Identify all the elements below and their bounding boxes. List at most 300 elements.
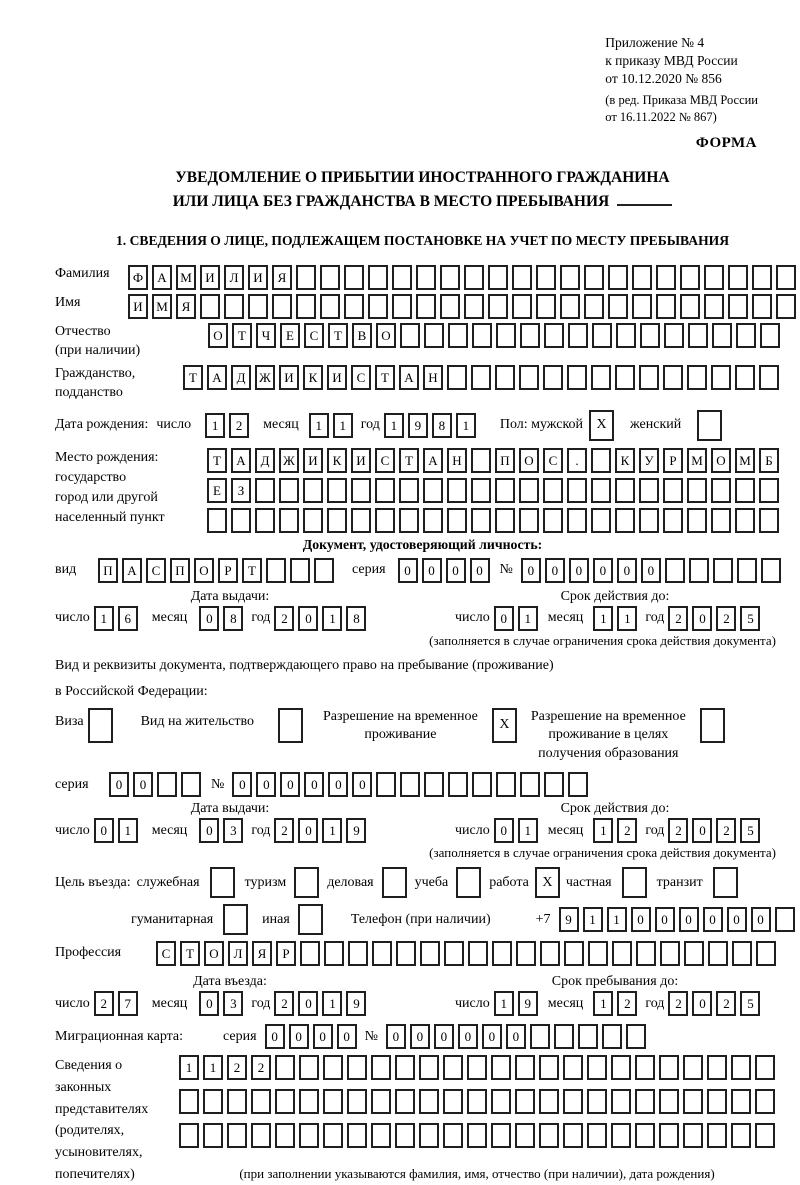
- char-cell[interactable]: М: [687, 448, 707, 473]
- char-cell[interactable]: .: [567, 448, 587, 473]
- char-cell[interactable]: 0: [352, 772, 372, 797]
- char-cell[interactable]: С: [543, 448, 563, 473]
- char-cell[interactable]: [399, 508, 419, 533]
- char-cell[interactable]: 7: [118, 991, 138, 1016]
- char-cell[interactable]: Я: [272, 265, 292, 290]
- char-cell[interactable]: [251, 1089, 271, 1114]
- char-cell[interactable]: Н: [447, 448, 467, 473]
- char-cell[interactable]: [400, 323, 420, 348]
- char-cell[interactable]: [680, 294, 700, 319]
- char-cell[interactable]: 2: [251, 1055, 271, 1080]
- char-cell[interactable]: [536, 294, 556, 319]
- char-cell[interactable]: Т: [375, 365, 395, 390]
- char-cell[interactable]: [732, 941, 752, 966]
- char-cell[interactable]: [736, 323, 756, 348]
- char-cell[interactable]: [443, 1123, 463, 1148]
- char-cell[interactable]: [495, 508, 515, 533]
- char-cell[interactable]: [760, 323, 780, 348]
- char-cell[interactable]: 0: [593, 558, 613, 583]
- char-cell[interactable]: В: [352, 323, 372, 348]
- char-cell[interactable]: [635, 1123, 655, 1148]
- char-cell[interactable]: 0: [631, 907, 651, 932]
- char-cell[interactable]: 0: [280, 772, 300, 797]
- char-cell[interactable]: [368, 294, 388, 319]
- char-cell[interactable]: 1: [333, 413, 353, 438]
- char-cell[interactable]: И: [351, 448, 371, 473]
- char-cell[interactable]: 8: [432, 413, 452, 438]
- char-cell[interactable]: [611, 1055, 631, 1080]
- char-cell[interactable]: [563, 1123, 583, 1148]
- char-cell[interactable]: [713, 558, 733, 583]
- char-cell[interactable]: И: [327, 365, 347, 390]
- char-cell[interactable]: [203, 1123, 223, 1148]
- char-cell[interactable]: 0: [94, 818, 114, 843]
- char-cell[interactable]: [735, 478, 755, 503]
- char-cell[interactable]: 0: [232, 772, 252, 797]
- char-cell[interactable]: 6: [118, 606, 138, 631]
- char-cell[interactable]: [444, 941, 464, 966]
- char-cell[interactable]: 2: [227, 1055, 247, 1080]
- char-cell[interactable]: Ф: [128, 265, 148, 290]
- char-cell[interactable]: А: [231, 448, 251, 473]
- char-cell[interactable]: 0: [545, 558, 565, 583]
- char-cell[interactable]: А: [423, 448, 443, 473]
- char-cell[interactable]: [660, 941, 680, 966]
- char-cell[interactable]: [635, 1089, 655, 1114]
- char-cell[interactable]: [756, 941, 776, 966]
- char-cell[interactable]: 5: [740, 818, 760, 843]
- char-cell[interactable]: [602, 1024, 622, 1049]
- char-cell[interactable]: [626, 1024, 646, 1049]
- char-cell[interactable]: [200, 294, 220, 319]
- temp-residence-checkbox[interactable]: X: [492, 708, 517, 743]
- char-cell[interactable]: [704, 294, 724, 319]
- char-cell[interactable]: [372, 941, 392, 966]
- char-cell[interactable]: [659, 1089, 679, 1114]
- char-cell[interactable]: Т: [180, 941, 200, 966]
- char-cell[interactable]: 0: [298, 818, 318, 843]
- purpose-official-checkbox[interactable]: [210, 867, 235, 898]
- char-cell[interactable]: 0: [569, 558, 589, 583]
- char-cell[interactable]: [396, 941, 416, 966]
- char-cell[interactable]: Т: [242, 558, 262, 583]
- char-cell[interactable]: [323, 1123, 343, 1148]
- char-cell[interactable]: У: [639, 448, 659, 473]
- purpose-business-checkbox[interactable]: [382, 867, 407, 898]
- char-cell[interactable]: [752, 265, 772, 290]
- char-cell[interactable]: 0: [482, 1024, 502, 1049]
- char-cell[interactable]: [419, 1123, 439, 1148]
- char-cell[interactable]: [776, 265, 796, 290]
- char-cell[interactable]: [423, 508, 443, 533]
- char-cell[interactable]: [639, 478, 659, 503]
- char-cell[interactable]: М: [176, 265, 196, 290]
- char-cell[interactable]: 0: [109, 772, 129, 797]
- char-cell[interactable]: [327, 478, 347, 503]
- char-cell[interactable]: 0: [692, 818, 712, 843]
- char-cell[interactable]: С: [156, 941, 176, 966]
- char-cell[interactable]: 0: [751, 907, 771, 932]
- purpose-private-checkbox[interactable]: [622, 867, 647, 898]
- char-cell[interactable]: [179, 1089, 199, 1114]
- char-cell[interactable]: 2: [716, 818, 736, 843]
- char-cell[interactable]: 9: [346, 991, 366, 1016]
- char-cell[interactable]: [759, 508, 779, 533]
- char-cell[interactable]: 0: [313, 1024, 333, 1049]
- char-cell[interactable]: [347, 1123, 367, 1148]
- char-cell[interactable]: 5: [740, 606, 760, 631]
- char-cell[interactable]: 0: [410, 1024, 430, 1049]
- char-cell[interactable]: [255, 508, 275, 533]
- char-cell[interactable]: [659, 1055, 679, 1080]
- char-cell[interactable]: Т: [207, 448, 227, 473]
- char-cell[interactable]: И: [303, 448, 323, 473]
- purpose-tourism-checkbox[interactable]: [294, 867, 319, 898]
- char-cell[interactable]: 1: [94, 606, 114, 631]
- char-cell[interactable]: [587, 1123, 607, 1148]
- char-cell[interactable]: К: [327, 448, 347, 473]
- char-cell[interactable]: Я: [176, 294, 196, 319]
- char-cell[interactable]: Т: [399, 448, 419, 473]
- char-cell[interactable]: [448, 323, 468, 348]
- char-cell[interactable]: [560, 265, 580, 290]
- char-cell[interactable]: [616, 323, 636, 348]
- char-cell[interactable]: [467, 1123, 487, 1148]
- char-cell[interactable]: [683, 1089, 703, 1114]
- char-cell[interactable]: [392, 294, 412, 319]
- char-cell[interactable]: [554, 1024, 574, 1049]
- char-cell[interactable]: [447, 365, 467, 390]
- char-cell[interactable]: 1: [118, 818, 138, 843]
- char-cell[interactable]: [683, 1055, 703, 1080]
- char-cell[interactable]: [324, 941, 344, 966]
- char-cell[interactable]: [347, 1055, 367, 1080]
- char-cell[interactable]: [464, 265, 484, 290]
- char-cell[interactable]: [181, 772, 201, 797]
- char-cell[interactable]: [448, 772, 468, 797]
- char-cell[interactable]: [636, 941, 656, 966]
- char-cell[interactable]: [588, 941, 608, 966]
- char-cell[interactable]: [519, 508, 539, 533]
- residence-permit-checkbox[interactable]: [278, 708, 303, 743]
- char-cell[interactable]: [395, 1123, 415, 1148]
- char-cell[interactable]: [492, 941, 512, 966]
- char-cell[interactable]: А: [207, 365, 227, 390]
- char-cell[interactable]: [543, 365, 563, 390]
- char-cell[interactable]: [755, 1089, 775, 1114]
- char-cell[interactable]: [420, 941, 440, 966]
- char-cell[interactable]: 1: [593, 818, 613, 843]
- char-cell[interactable]: [368, 265, 388, 290]
- char-cell[interactable]: [539, 1055, 559, 1080]
- char-cell[interactable]: Т: [232, 323, 252, 348]
- char-cell[interactable]: 0: [641, 558, 661, 583]
- char-cell[interactable]: 1: [607, 907, 627, 932]
- char-cell[interactable]: [608, 294, 628, 319]
- char-cell[interactable]: 0: [386, 1024, 406, 1049]
- char-cell[interactable]: 9: [518, 991, 538, 1016]
- char-cell[interactable]: [711, 508, 731, 533]
- char-cell[interactable]: [635, 1055, 655, 1080]
- char-cell[interactable]: К: [303, 365, 323, 390]
- char-cell[interactable]: [584, 265, 604, 290]
- char-cell[interactable]: [615, 478, 635, 503]
- char-cell[interactable]: 1: [593, 606, 613, 631]
- char-cell[interactable]: [279, 478, 299, 503]
- char-cell[interactable]: [611, 1123, 631, 1148]
- char-cell[interactable]: З: [231, 478, 251, 503]
- char-cell[interactable]: [759, 478, 779, 503]
- char-cell[interactable]: [464, 294, 484, 319]
- char-cell[interactable]: [755, 1055, 775, 1080]
- char-cell[interactable]: Ч: [256, 323, 276, 348]
- char-cell[interactable]: 0: [655, 907, 675, 932]
- char-cell[interactable]: Р: [276, 941, 296, 966]
- char-cell[interactable]: 0: [304, 772, 324, 797]
- char-cell[interactable]: 0: [703, 907, 723, 932]
- char-cell[interactable]: [664, 323, 684, 348]
- char-cell[interactable]: [632, 265, 652, 290]
- char-cell[interactable]: О: [376, 323, 396, 348]
- char-cell[interactable]: [519, 478, 539, 503]
- char-cell[interactable]: А: [399, 365, 419, 390]
- char-cell[interactable]: [299, 1055, 319, 1080]
- char-cell[interactable]: 0: [199, 818, 219, 843]
- char-cell[interactable]: 8: [346, 606, 366, 631]
- char-cell[interactable]: О: [208, 323, 228, 348]
- char-cell[interactable]: [399, 478, 419, 503]
- char-cell[interactable]: [419, 1089, 439, 1114]
- purpose-humanitarian-checkbox[interactable]: [223, 904, 248, 935]
- char-cell[interactable]: [515, 1123, 535, 1148]
- char-cell[interactable]: 0: [446, 558, 466, 583]
- char-cell[interactable]: [491, 1055, 511, 1080]
- char-cell[interactable]: 1: [322, 818, 342, 843]
- char-cell[interactable]: [266, 558, 286, 583]
- char-cell[interactable]: [400, 772, 420, 797]
- char-cell[interactable]: П: [495, 448, 515, 473]
- char-cell[interactable]: 1: [203, 1055, 223, 1080]
- char-cell[interactable]: [496, 772, 516, 797]
- char-cell[interactable]: [656, 265, 676, 290]
- char-cell[interactable]: 1: [384, 413, 404, 438]
- char-cell[interactable]: 5: [740, 991, 760, 1016]
- char-cell[interactable]: [611, 1089, 631, 1114]
- char-cell[interactable]: 1: [179, 1055, 199, 1080]
- char-cell[interactable]: [488, 294, 508, 319]
- visa-checkbox[interactable]: [88, 708, 113, 743]
- char-cell[interactable]: 8: [223, 606, 243, 631]
- char-cell[interactable]: [472, 323, 492, 348]
- char-cell[interactable]: [567, 365, 587, 390]
- char-cell[interactable]: [632, 294, 652, 319]
- char-cell[interactable]: [683, 1123, 703, 1148]
- char-cell[interactable]: О: [711, 448, 731, 473]
- char-cell[interactable]: [314, 558, 334, 583]
- char-cell[interactable]: [447, 478, 467, 503]
- char-cell[interactable]: [351, 508, 371, 533]
- char-cell[interactable]: 9: [559, 907, 579, 932]
- char-cell[interactable]: И: [128, 294, 148, 319]
- char-cell[interactable]: 2: [274, 818, 294, 843]
- char-cell[interactable]: 0: [265, 1024, 285, 1049]
- char-cell[interactable]: [392, 265, 412, 290]
- char-cell[interactable]: [737, 558, 757, 583]
- char-cell[interactable]: [443, 1055, 463, 1080]
- char-cell[interactable]: О: [519, 448, 539, 473]
- char-cell[interactable]: 1: [518, 818, 538, 843]
- char-cell[interactable]: [728, 294, 748, 319]
- char-cell[interactable]: 0: [494, 818, 514, 843]
- char-cell[interactable]: И: [200, 265, 220, 290]
- char-cell[interactable]: 1: [583, 907, 603, 932]
- char-cell[interactable]: [639, 365, 659, 390]
- char-cell[interactable]: Т: [183, 365, 203, 390]
- char-cell[interactable]: [587, 1089, 607, 1114]
- char-cell[interactable]: [567, 478, 587, 503]
- char-cell[interactable]: [587, 1055, 607, 1080]
- char-cell[interactable]: [472, 772, 492, 797]
- char-cell[interactable]: 0: [692, 991, 712, 1016]
- char-cell[interactable]: Т: [328, 323, 348, 348]
- char-cell[interactable]: 1: [322, 991, 342, 1016]
- char-cell[interactable]: М: [152, 294, 172, 319]
- char-cell[interactable]: [351, 478, 371, 503]
- char-cell[interactable]: [568, 323, 588, 348]
- char-cell[interactable]: [395, 1055, 415, 1080]
- char-cell[interactable]: 0: [506, 1024, 526, 1049]
- char-cell[interactable]: [687, 508, 707, 533]
- char-cell[interactable]: М: [735, 448, 755, 473]
- char-cell[interactable]: С: [351, 365, 371, 390]
- char-cell[interactable]: [704, 265, 724, 290]
- char-cell[interactable]: 2: [716, 606, 736, 631]
- char-cell[interactable]: [443, 1089, 463, 1114]
- char-cell[interactable]: [707, 1089, 727, 1114]
- char-cell[interactable]: 0: [328, 772, 348, 797]
- char-cell[interactable]: 0: [199, 991, 219, 1016]
- char-cell[interactable]: [755, 1123, 775, 1148]
- char-cell[interactable]: 1: [518, 606, 538, 631]
- char-cell[interactable]: [591, 508, 611, 533]
- char-cell[interactable]: [371, 1055, 391, 1080]
- char-cell[interactable]: С: [375, 448, 395, 473]
- char-cell[interactable]: [707, 1055, 727, 1080]
- char-cell[interactable]: Я: [252, 941, 272, 966]
- char-cell[interactable]: [731, 1123, 751, 1148]
- char-cell[interactable]: 1: [322, 606, 342, 631]
- char-cell[interactable]: 2: [617, 991, 637, 1016]
- char-cell[interactable]: А: [122, 558, 142, 583]
- char-cell[interactable]: [491, 1123, 511, 1148]
- char-cell[interactable]: 0: [298, 606, 318, 631]
- char-cell[interactable]: [303, 508, 323, 533]
- char-cell[interactable]: [735, 508, 755, 533]
- char-cell[interactable]: Д: [255, 448, 275, 473]
- char-cell[interactable]: [684, 941, 704, 966]
- char-cell[interactable]: 0: [458, 1024, 478, 1049]
- char-cell[interactable]: 1: [205, 413, 225, 438]
- char-cell[interactable]: 0: [298, 991, 318, 1016]
- char-cell[interactable]: [687, 478, 707, 503]
- char-cell[interactable]: [468, 941, 488, 966]
- char-cell[interactable]: [688, 323, 708, 348]
- char-cell[interactable]: [416, 265, 436, 290]
- char-cell[interactable]: [615, 365, 635, 390]
- char-cell[interactable]: 0: [494, 606, 514, 631]
- char-cell[interactable]: Ж: [279, 448, 299, 473]
- char-cell[interactable]: 2: [274, 606, 294, 631]
- char-cell[interactable]: [512, 265, 532, 290]
- purpose-work-checkbox[interactable]: X: [535, 867, 560, 898]
- char-cell[interactable]: [496, 323, 516, 348]
- char-cell[interactable]: [279, 508, 299, 533]
- char-cell[interactable]: [179, 1123, 199, 1148]
- char-cell[interactable]: [424, 772, 444, 797]
- char-cell[interactable]: [665, 558, 685, 583]
- char-cell[interactable]: 0: [679, 907, 699, 932]
- char-cell[interactable]: [255, 478, 275, 503]
- char-cell[interactable]: [608, 265, 628, 290]
- char-cell[interactable]: [520, 772, 540, 797]
- sex-male-checkbox[interactable]: X: [589, 410, 614, 441]
- char-cell[interactable]: П: [170, 558, 190, 583]
- char-cell[interactable]: [471, 508, 491, 533]
- char-cell[interactable]: 3: [223, 818, 243, 843]
- char-cell[interactable]: [327, 508, 347, 533]
- char-cell[interactable]: С: [304, 323, 324, 348]
- char-cell[interactable]: [231, 508, 251, 533]
- char-cell[interactable]: 2: [716, 991, 736, 1016]
- char-cell[interactable]: [543, 478, 563, 503]
- char-cell[interactable]: Е: [207, 478, 227, 503]
- char-cell[interactable]: [512, 294, 532, 319]
- char-cell[interactable]: [711, 365, 731, 390]
- char-cell[interactable]: [471, 365, 491, 390]
- char-cell[interactable]: 0: [470, 558, 490, 583]
- char-cell[interactable]: [423, 478, 443, 503]
- char-cell[interactable]: 0: [398, 558, 418, 583]
- char-cell[interactable]: [376, 772, 396, 797]
- char-cell[interactable]: [520, 323, 540, 348]
- char-cell[interactable]: [776, 294, 796, 319]
- char-cell[interactable]: 9: [346, 818, 366, 843]
- char-cell[interactable]: [495, 478, 515, 503]
- char-cell[interactable]: [248, 294, 268, 319]
- char-cell[interactable]: [516, 941, 536, 966]
- char-cell[interactable]: [207, 508, 227, 533]
- char-cell[interactable]: [761, 558, 781, 583]
- char-cell[interactable]: [416, 294, 436, 319]
- char-cell[interactable]: [300, 941, 320, 966]
- char-cell[interactable]: [491, 1089, 511, 1114]
- char-cell[interactable]: [615, 508, 635, 533]
- char-cell[interactable]: [536, 265, 556, 290]
- char-cell[interactable]: 2: [668, 818, 688, 843]
- char-cell[interactable]: С: [146, 558, 166, 583]
- char-cell[interactable]: [612, 941, 632, 966]
- char-cell[interactable]: 0: [199, 606, 219, 631]
- char-cell[interactable]: [591, 478, 611, 503]
- char-cell[interactable]: 0: [434, 1024, 454, 1049]
- char-cell[interactable]: [759, 365, 779, 390]
- char-cell[interactable]: [515, 1089, 535, 1114]
- char-cell[interactable]: 0: [521, 558, 541, 583]
- char-cell[interactable]: Р: [663, 448, 683, 473]
- char-cell[interactable]: [272, 294, 292, 319]
- char-cell[interactable]: [275, 1089, 295, 1114]
- char-cell[interactable]: [544, 323, 564, 348]
